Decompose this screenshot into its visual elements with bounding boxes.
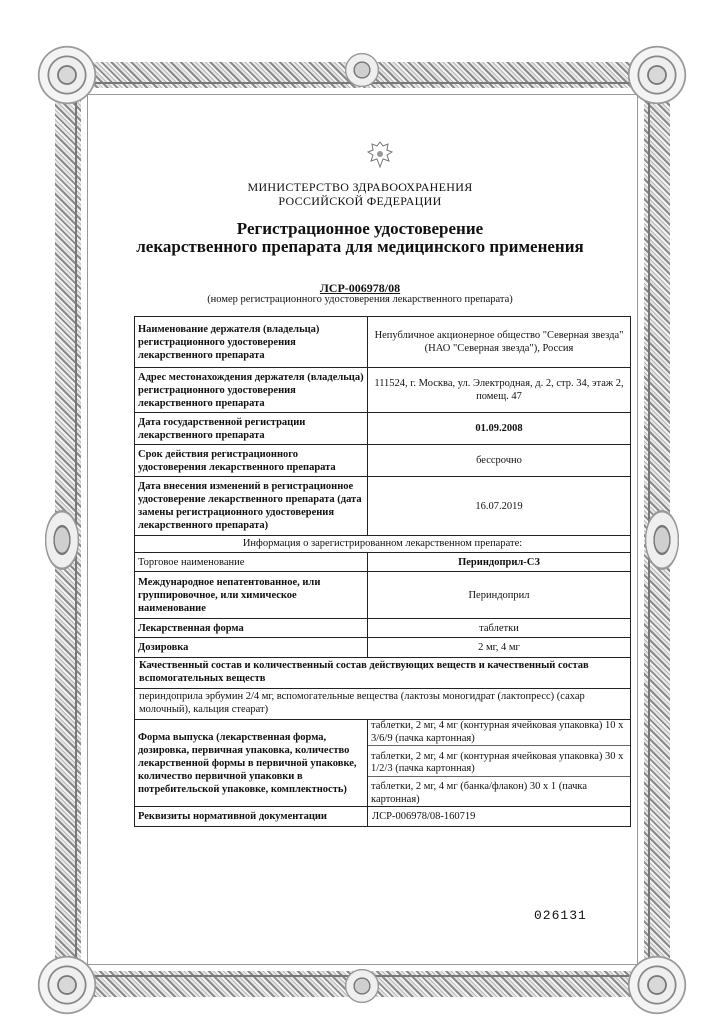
corner-ornament [36, 954, 98, 1016]
table-row [134, 552, 631, 571]
certificate-table [134, 316, 631, 827]
table-row [134, 806, 631, 827]
registration-date-label: Дата государственной регистрации лекарственного препарата [135, 413, 368, 444]
table-row [134, 535, 631, 552]
release-form-item: таблетки, 2 мг, 4 мг (контурная ячейковая упаковка) 10 x 3/6/9 (пачка картонная) [368, 720, 630, 746]
table-row [134, 719, 631, 806]
corner-ornament [626, 954, 688, 1016]
table-row [134, 618, 631, 637]
table-row [134, 688, 631, 719]
table-row [134, 444, 631, 476]
registration-number: ЛСР-006978/08 [319, 281, 401, 295]
inn-value: Периндоприл [468, 589, 530, 601]
corner-ornament [36, 44, 98, 106]
dosage-form-label: Лекарственная форма [135, 619, 368, 637]
document-subtitle: лекарственного препарата для медицинского применения [136, 237, 584, 256]
validity-label: Срок действия регистрационного удостоверения лекарственного препарата [135, 445, 368, 476]
normative-doc-label: Реквизиты нормативной документации [135, 807, 368, 826]
release-form-values [368, 720, 630, 806]
top-ornament [342, 50, 382, 90]
trade-name-value: Периндоприл-СЗ [458, 556, 540, 568]
document-title: Регистрационное удостоверение [236, 219, 484, 238]
dosage-value: 2 мг, 4 мг [478, 642, 520, 653]
trade-name-label: Торговое наименование [135, 553, 368, 571]
registration-date-value: 01.09.2008 [475, 423, 523, 434]
table-row [134, 637, 631, 657]
validity-value: бессрочно [476, 455, 522, 466]
table-row [134, 412, 631, 444]
coat-of-arms-icon [366, 140, 394, 170]
table-row [134, 571, 631, 618]
dosage-label: Дозировка [135, 638, 368, 657]
corner-ornament [626, 44, 688, 106]
table-row [134, 367, 631, 412]
holder-name-value: Непубличное акционерное общество "Северная звезда" (НАО "Северная звезда"), Россия [374, 330, 624, 354]
right-ornament [642, 505, 682, 575]
registration-number-caption: (номер регистрационного удостоверения лекарственного препарата) [207, 294, 513, 305]
table-row [134, 316, 631, 367]
ministry-name-country: РОССИЙСКОЙ ФЕДЕРАЦИИ [278, 194, 442, 208]
release-form-item: таблетки, 2 мг, 4 мг (контурная ячейковая упаковка) 30 x 1/2/3 (пачка картонная) [368, 751, 630, 777]
release-form-item: таблетки, 2 мг, 4 мг (банка/флакон) 30 x 1 (пачка картонная) [371, 781, 588, 805]
bottom-ornament [342, 966, 382, 1006]
holder-address-value: 111524, г. Москва, ул. Электродная, д. 2, стр. 34, этаж 2, помещ. 47 [374, 378, 624, 402]
composition-title: Качественный состав и количественный состав действующих веществ и качественный состав вспомогательных веществ [139, 660, 589, 684]
composition-value: периндоприла эрбумин 2/4 мг, вспомогательные вещества (лактозы моногидрат (лактопресс) (сахар молочный), кальция стеарат) [139, 691, 585, 715]
release-form-label: Форма выпуска (лекарственная форма, дозировка, первичная упаковка, количество лекарственной формы в первичной упаковке, количество первичной упаковки в потребительской упаковке, комплектность) [135, 720, 368, 806]
left-ornament [42, 505, 82, 575]
drug-info-section-title: Информация о зарегистрированном лекарственном препарате: [242, 538, 523, 549]
holder-address-label: Адрес местонахождения держателя (владельца) регистрационного удостоверения лекарственного препарата [135, 368, 368, 412]
normative-doc-value: ЛСР-006978/08-160719 [372, 811, 476, 822]
dosage-form-value: таблетки [479, 622, 519, 634]
table-row [134, 657, 631, 688]
inn-label: Международное непатентованное, или группировочное, или химическое наименование [135, 572, 368, 618]
table-row [134, 476, 631, 535]
ministry-name: МИНИСТЕРСТВО ЗДРАВООХРАНЕНИЯ [247, 180, 473, 194]
holder-name-label: Наименование держателя (владельца) регистрационного удостоверения лекарственного препарата [135, 317, 368, 367]
change-date-label: Дата внесения изменений в регистрационное удостоверение лекарственного препарата (дата замены регистрационного удостоверения лекарственного препарата) [135, 477, 368, 535]
serial-number: 026131 [534, 908, 587, 923]
change-date-value: 16.07.2019 [475, 500, 523, 512]
